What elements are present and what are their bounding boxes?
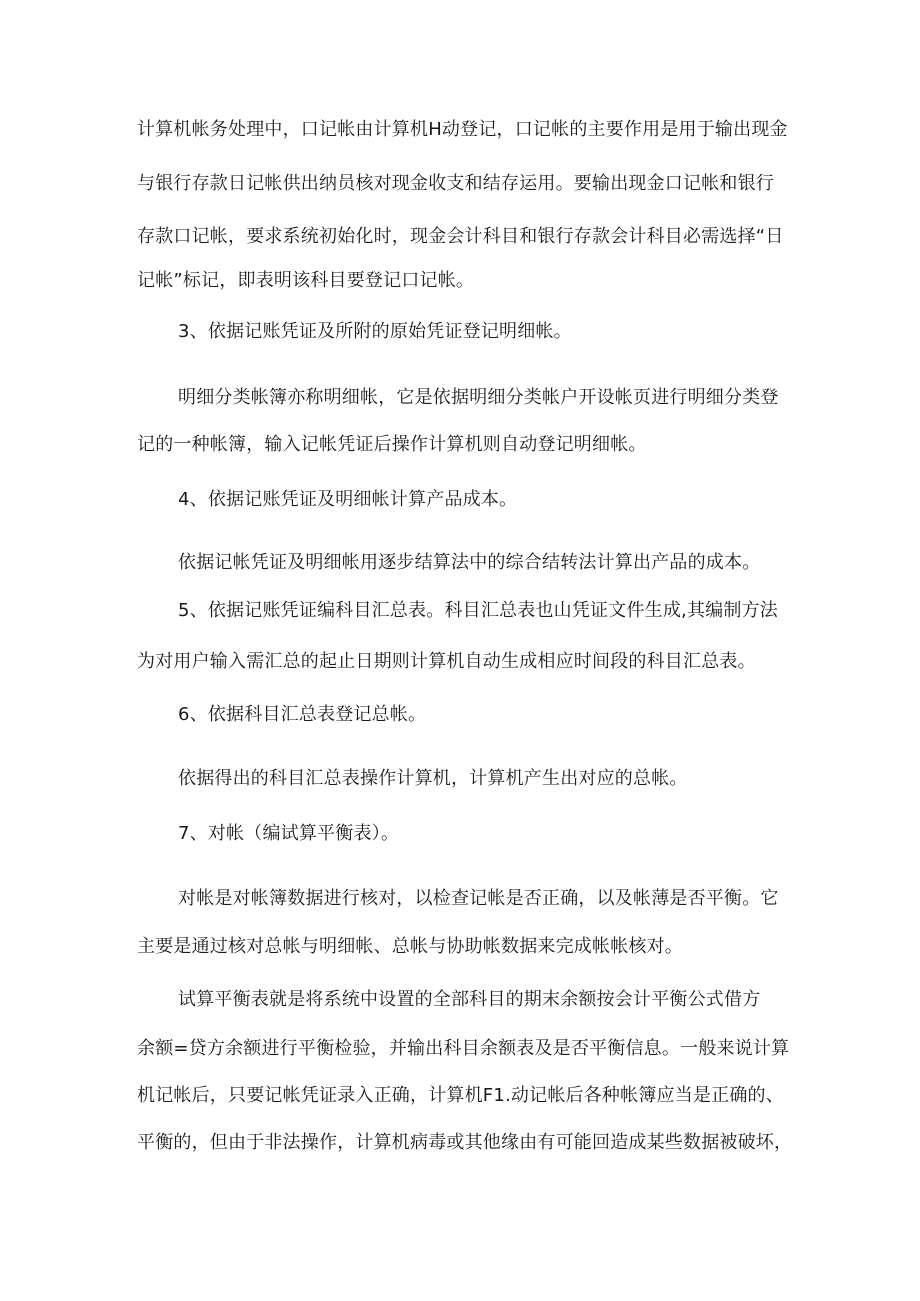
paragraph-line: 计算机帐务处理中，口记帐由计算机H动登记，口记帐的主要作用是用于输出现金 [137, 119, 788, 140]
section-heading-5: 5、依据记账凭证编科目汇总表。科目汇总表也山凭证文件生成,其编制方法 [178, 600, 778, 621]
paragraph-line: 对帐是对帐簿数据进行核对，以检查记帐是否正确，以及帐薄是否平衡。它 [178, 888, 779, 909]
section-heading-4: 4、依据记账凭证及明细帐计算产品成本。 [178, 489, 518, 510]
section-heading-7: 7、对帐（编试算平衡表）。 [178, 823, 400, 844]
paragraph-line: 明细分类帐簿亦称明细帐，它是依据明细分类帐户开设帐页进行明细分类登 [178, 387, 779, 408]
paragraph-line: 主要是通过核对总帐与明细帐、总帐与协助帐数据来完成帐帐核对。 [137, 936, 683, 957]
paragraph-line: 记帐”标记，即表明该科目要登记口记帐。 [137, 270, 475, 291]
paragraph-line: 余额=贷方余额进行平衡检验，并输出科目余额表及是否平衡信息。一般来说计算 [137, 1038, 790, 1059]
paragraph-line: 为对用户输入需汇总的起止日期则计算机自动生成相应时间段的科目汇总表。 [137, 651, 756, 672]
paragraph-line: 平衡的，但由于非法操作，计算机病毒或其他缘由有可能回造成某些数据被破坏， [137, 1132, 793, 1153]
paragraph-line: 依据记帐凭证及明细帐用逐步结算法中的综合结转法计算出产品的成本。 [178, 552, 761, 573]
paragraph-line: 与银行存款日记帐供出纳员核对现金收支和结存运用。要输出现金口记帐和银行 [137, 173, 774, 194]
section-heading-6: 6、依据科目汇总表登记总帐。 [178, 704, 427, 725]
section-heading-3: 3、依据记账凭证及所附的原始凭证登记明细帐。 [178, 321, 572, 342]
paragraph-line: 存款口记帐，要求系统初始化时，现金会计科目和银行存款会计科目必需选择“日 [137, 226, 784, 247]
paragraph-line: 依据得出的科目汇总表操作计算机，计算机产生出对应的总帐。 [178, 768, 688, 789]
paragraph-line: 机记帐后，只要记帐凭证录入正确，计算机F1.动记帐后各种帐簿应当是正确的、 [137, 1085, 784, 1106]
paragraph-line: 试算平衡表就是将系统中设置的全部科目的期末余额按会计平衡公式借方 [178, 989, 761, 1010]
paragraph-line: 记的一种帐簿，输入记帐凭证后操作计算机则自动登记明细帐。 [137, 434, 647, 455]
